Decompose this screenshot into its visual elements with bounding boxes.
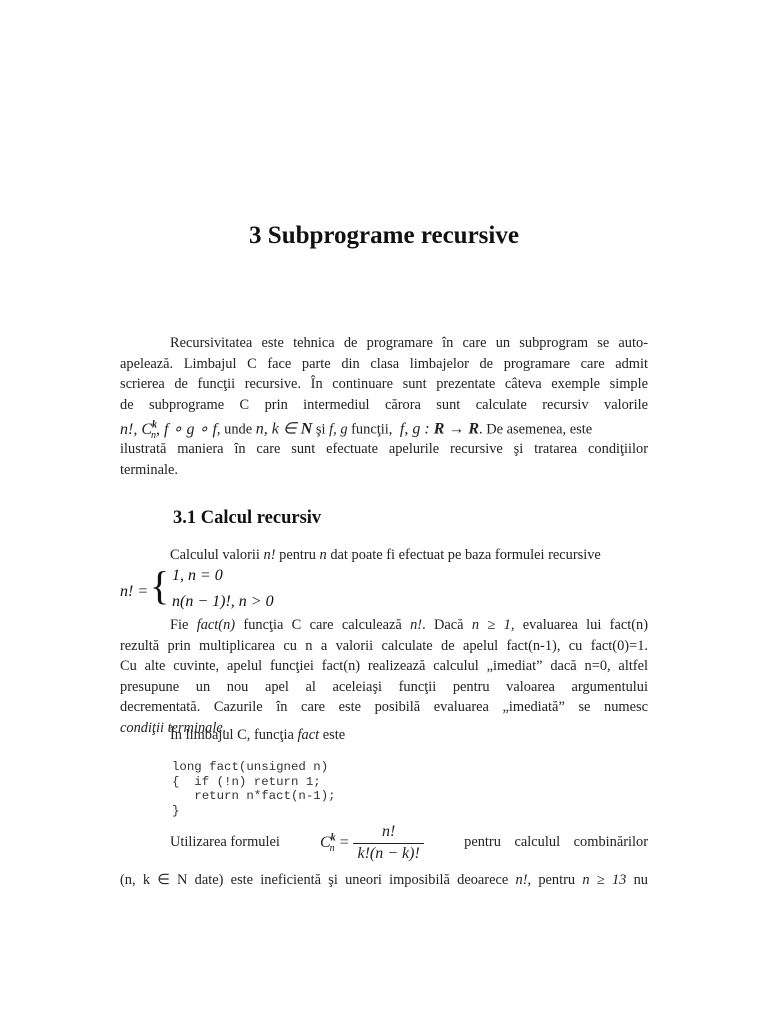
- para-fact: [120, 615, 648, 739]
- code-line: return n*fact(n-1);: [172, 789, 336, 803]
- para-fact-line-5: decrementată. Cazurile în care este posibilă evaluarea „imediată” se numesc: [120, 699, 648, 716]
- math-values: n!, $C^k_n$, f ∘ g ∘ f: [120, 419, 217, 441]
- intro-line-3: scrierea de funcţii recursive. În continuare sunt prezentate câteva exemple simple: [120, 376, 648, 393]
- para-combinari-line-2: (n, k ∈ N date) este ineficientă şi uneori imposibilă deoarece n!, pentru n ≥ 13 nu: [120, 872, 648, 888]
- para-fact-line-1: Fie fact(n) funcţia C care calculează n!. Dacă n ≥ 1, evaluarea lui fact(n): [170, 617, 649, 633]
- code-line: { if (!n) return 1;: [172, 774, 321, 789]
- intro-line-2: apelează. Limbajul C face parte din clasa limbajelor de programare care admit: [120, 355, 648, 372]
- formula-lhs: n! =: [120, 583, 149, 600]
- intro-line-1: Recursivitatea este tehnica de programare în care un subprogram se auto-: [170, 335, 648, 351]
- section-title: 3.1 Calcul recursiv: [173, 508, 322, 528]
- math-nk: n, k ∈ N: [255, 420, 313, 438]
- intro-paragraph: [120, 333, 648, 481]
- chapter-title: 3 Subprograme recursive: [249, 222, 519, 249]
- formula-case-1: 1, n = 0: [172, 567, 223, 584]
- intro-line-4: de subprograme C prin intermediul cărora sunt calculate recursiv valorile: [120, 396, 648, 413]
- code-line: }: [172, 803, 180, 818]
- para-fact-line-4: presupune un nou apel al aceleiaşi funcţii pentru valoarea argumentului: [120, 678, 648, 695]
- formula-case-2: n(n − 1)!, n > 0: [172, 593, 274, 610]
- intro-line-5: n!, $C^k_n$, f ∘ g ∘ f, unde n, k ∈ N şi f, g funcţii, f, g : R → R. De asemenea, este: [120, 419, 593, 441]
- comb-formula: $C^k_n$ = $\frac{n!}{k!(n - k)!}$: [320, 822, 424, 864]
- intro-line-6: ilustrată maniera în care sunt efectuate apelurile recursive şi tratarea condiţiilor: [120, 441, 648, 458]
- code-block: [172, 760, 336, 818]
- code-line: long fact(unsigned n): [172, 760, 329, 774]
- para-fact-line-3: Cu alte cuvinte, apelul funcţiei fact(n) realizează calculul „imediat” dacă n=0, altfel: [120, 658, 648, 675]
- intro-line-7: terminale.: [120, 461, 178, 478]
- para-fact-line-6: condiţii terminale.: [120, 719, 227, 736]
- para-limbaj: În limbajul C, funcţia fact este: [170, 727, 346, 743]
- para-calcul: Calculul valorii n! pentru n dat poate fi efectuat pe baza formulei recursive: [170, 547, 601, 563]
- para-combinari: Utilizarea formulei $C^k_n$ = $\frac{n!}{k!(n - k)!}$ pentru calculul combinărilor: [120, 822, 648, 872]
- math-mapping: f, g : R → R: [395, 420, 480, 438]
- para-fact-line-2: rezultă prin multiplicarea cu n a valorii calculate de apelul fact(n-1), cu fact(0)=1.: [120, 637, 648, 654]
- formula-brace: {: [150, 563, 170, 608]
